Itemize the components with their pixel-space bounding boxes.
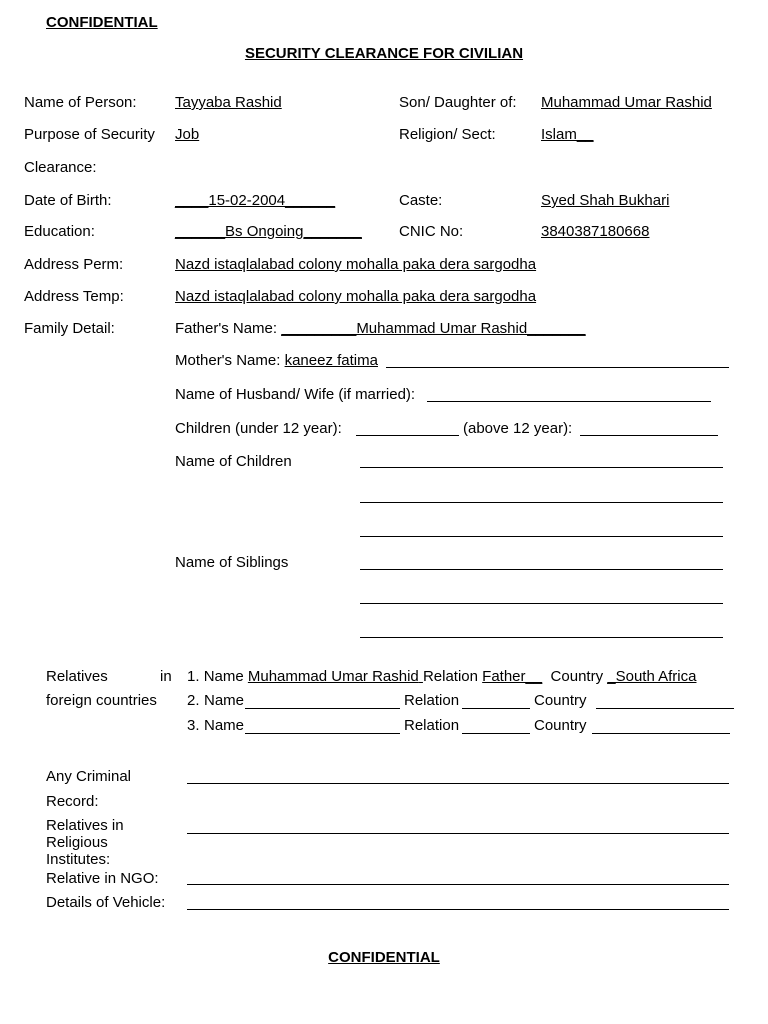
mother-name-label: Mother's Name:: [175, 352, 285, 369]
father-name-value[interactable]: _________Muhammad Umar Rashid_______: [281, 320, 586, 337]
cnic-label: CNIC No:: [399, 223, 464, 240]
relatives-foreign-label-in: in: [160, 668, 172, 685]
relative-name-label: Name: [204, 717, 245, 734]
relative-row-number: 2.: [187, 692, 200, 709]
sibling-name-line-2[interactable]: [360, 603, 723, 604]
criminal-record-label-2: Record:: [46, 793, 99, 810]
relative-name-input-line[interactable]: [245, 708, 400, 709]
mother-name-value[interactable]: kaneez fatima: [284, 352, 378, 369]
education-value[interactable]: ______Bs Ongoing_______: [175, 223, 362, 240]
parent-value[interactable]: Muhammad Umar Rashid: [541, 94, 712, 111]
children-name-line-1[interactable]: [360, 467, 723, 468]
mother-name-blank-line: [386, 367, 729, 368]
relative-relation-input-line[interactable]: [462, 708, 530, 709]
purpose-label-line2: Clearance:: [24, 159, 97, 176]
children-name-line-2[interactable]: [360, 502, 723, 503]
children-name-line-3[interactable]: [360, 536, 723, 537]
education-label: Education:: [24, 223, 95, 240]
criminal-record-label-1: Any Criminal: [46, 768, 132, 785]
relative-name-label: Name: [203, 668, 244, 685]
father-name-field[interactable]: [175, 320, 586, 338]
sibling-name-line-3[interactable]: [360, 637, 723, 638]
relative-country-input-line[interactable]: [592, 733, 730, 734]
confidential-footer: CONFIDENTIAL: [328, 949, 440, 966]
father-name-label: Father's Name:: [175, 320, 282, 337]
children-under-12-input-line[interactable]: [356, 435, 459, 436]
relative-row-1: [187, 668, 696, 686]
purpose-value[interactable]: Job: [175, 126, 200, 143]
address-temp-label: Address Temp:: [24, 288, 124, 305]
relative-row-number: 1.: [187, 668, 200, 685]
relative-row-number: 3.: [187, 717, 200, 734]
religious-institutes-label-1: Relatives in: [46, 817, 124, 834]
sibling-name-line-1[interactable]: [360, 569, 723, 570]
relative-country-label: Country: [534, 717, 587, 734]
cnic-value[interactable]: 3840387180668: [541, 223, 650, 240]
vehicle-label: Details of Vehicle:: [46, 894, 166, 911]
relative-relation-value[interactable]: Father__: [482, 668, 543, 685]
relative-relation-label: Relation: [404, 717, 460, 734]
form-title: SECURITY CLEARANCE FOR CIVILIAN: [244, 45, 524, 62]
children-above-12-input-line[interactable]: [580, 435, 718, 436]
confidential-header: CONFIDENTIAL: [46, 14, 158, 31]
children-above-12-label: (above 12 year):: [463, 420, 573, 437]
religious-institutes-input-line[interactable]: [187, 833, 729, 834]
name-of-person-value[interactable]: Tayyaba Rashid: [175, 94, 282, 111]
relative-country-value[interactable]: _South Africa: [607, 668, 697, 685]
name-of-person-label: Name of Person:: [24, 94, 137, 111]
purpose-label-line1: Purpose of Security: [24, 126, 155, 143]
relative-relation-label: Relation: [422, 668, 478, 685]
relatives-foreign-label-2: foreign countries: [46, 692, 157, 709]
dob-label: Date of Birth:: [24, 192, 112, 209]
religion-value[interactable]: Islam__: [541, 126, 594, 143]
spouse-input-line[interactable]: [427, 401, 711, 402]
caste-value[interactable]: Syed Shah Bukhari: [541, 192, 670, 209]
relative-country-input-line[interactable]: [596, 708, 734, 709]
relative-name-value[interactable]: Muhammad Umar Rashid: [247, 668, 419, 685]
relative-country-label: Country: [534, 692, 587, 709]
address-temp-value[interactable]: Nazd istaqlalabad colony mohalla paka dera sargodha: [175, 288, 537, 305]
criminal-record-input-line[interactable]: [187, 783, 729, 784]
ngo-label: Relative in NGO:: [46, 870, 159, 887]
dob-value[interactable]: ____15-02-2004______: [175, 192, 336, 209]
address-perm-label: Address Perm:: [24, 256, 124, 273]
relative-name-input-line[interactable]: [245, 733, 400, 734]
ngo-input-line[interactable]: [187, 884, 729, 885]
children-names-label: Name of Children: [175, 453, 292, 470]
siblings-label: Name of Siblings: [175, 554, 289, 571]
parent-label: Son/ Daughter of:: [399, 94, 517, 111]
children-under-12-label: Children (under 12 year):: [175, 420, 342, 437]
relative-country-label: Country: [550, 668, 604, 685]
spouse-label: Name of Husband/ Wife (if married):: [175, 386, 416, 403]
relative-relation-input-line[interactable]: [462, 733, 530, 734]
relatives-foreign-label-1: Relatives: [46, 668, 108, 685]
religion-label: Religion/ Sect:: [399, 126, 496, 143]
religious-institutes-label-2: Religious: [46, 834, 108, 851]
family-detail-label: Family Detail:: [24, 320, 115, 337]
address-perm-value[interactable]: Nazd istaqlalabad colony mohalla paka dera sargodha: [175, 256, 537, 273]
relative-name-label: Name: [204, 692, 245, 709]
mother-name-field[interactable]: [175, 352, 378, 370]
relative-relation-label: Relation: [404, 692, 460, 709]
caste-label: Caste:: [399, 192, 443, 209]
religious-institutes-label-3: Institutes:: [46, 851, 111, 868]
vehicle-input-line[interactable]: [187, 909, 729, 910]
